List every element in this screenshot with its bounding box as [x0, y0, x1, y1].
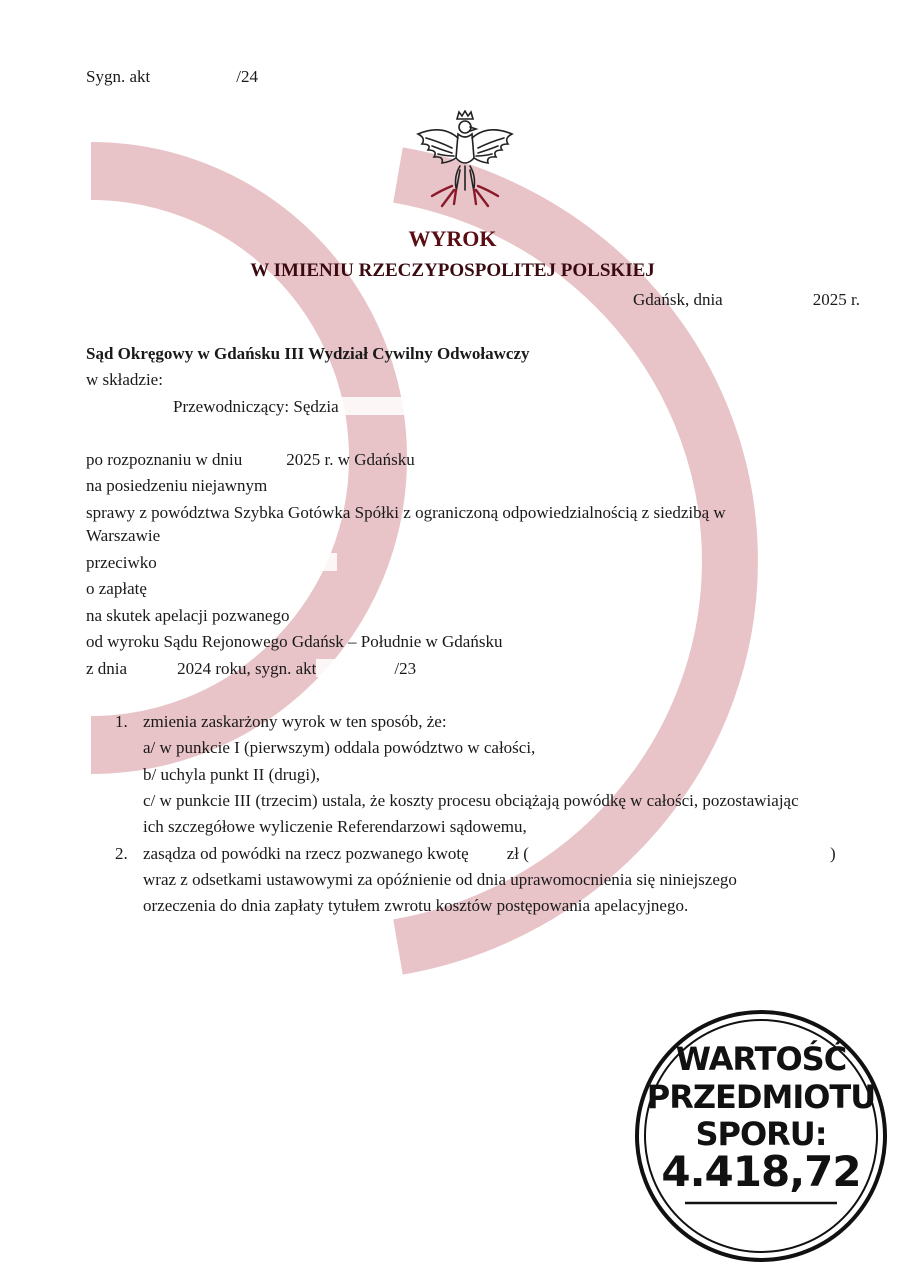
place-date-prefix: Gdańsk, dnia	[633, 290, 723, 309]
redacted-date	[723, 290, 813, 308]
redacted-lower-date	[127, 659, 177, 677]
ruling-2-text	[143, 843, 529, 865]
case-number-suffix: /24	[236, 67, 258, 86]
case-description-cont: Warszawie	[86, 526, 161, 545]
ruling-1-number: 1.	[115, 712, 128, 731]
ruling-2-close: )	[830, 844, 836, 863]
lower-court-judgment: od wyroku Sądu Rejonowego Gdańsk – Południe w Gdańsku	[86, 632, 503, 651]
defendant	[86, 552, 337, 574]
considered-date	[86, 449, 415, 471]
subject: o zapłatę	[86, 579, 147, 598]
redacted-considered-date	[242, 450, 286, 468]
redacted-case-number	[150, 67, 236, 85]
claim-value-amount: 4.418,72	[661, 1147, 861, 1196]
considered-suffix: 2025 r. w Gdańsku	[286, 450, 415, 469]
badge-line-1: WARTOŚĆ	[675, 1040, 847, 1078]
presiding-judge	[173, 396, 499, 418]
ruling-2-prefix: zasądza od powódki na rzecz pozwanego kwotę	[143, 844, 469, 863]
appeal: na skutek apelacji pozwanego	[86, 606, 290, 625]
ruling-1-c: c/ w punkcie III (trzecim) ustala, że koszty procesu obciążają powódkę w całości, pozostawiając	[143, 791, 799, 810]
judgment-subtitle: W IMIENIU RZECZYPOSPOLITEJ POLSKIEJ	[250, 260, 655, 281]
polish-eagle-emblem	[412, 110, 518, 214]
case-description: sprawy z powództwa Szybka Gotówka Spółki z ograniczoną odpowiedzialnością z siedzibą w	[86, 503, 726, 522]
session-type: na posiedzeniu niejawnym	[86, 476, 268, 495]
judgment-title: WYROK	[408, 226, 497, 251]
ruling-2-line-3: orzeczenia do dnia zapłaty tytułem zwrotu kosztów postępowania apelacyjnego.	[143, 896, 689, 915]
redacted-lower-case	[316, 659, 394, 677]
date-prefix: z dnia	[86, 659, 128, 678]
ruling-2-currency: zł (	[506, 844, 529, 863]
ruling-1-b: b/ uchyla punkt II (drugi),	[143, 765, 321, 784]
badge-line-2: PRZEDMIOTU	[646, 1078, 876, 1116]
date-middle: 2024 roku, sygn. akt	[177, 659, 317, 678]
ruling-1-c-cont: ich szczegółowe wyliczenie Referendarzowi sądowemu,	[143, 817, 527, 836]
considered-prefix: po rozpoznaniu w dniu	[86, 450, 243, 469]
place-date	[633, 289, 860, 311]
redacted-defendant	[157, 553, 337, 571]
against-label: przeciwko	[86, 553, 157, 572]
ruling-1-text: zmienia zaskarżony wyrok w ten sposób, że:	[143, 712, 447, 731]
case-number-prefix: Sygn. akt	[86, 67, 151, 86]
composition-label: w składzie:	[86, 370, 163, 389]
redacted-judge-name	[339, 397, 499, 415]
ruling-2-line-2: wraz z odsetkami ustawowymi za opóźnienie od dnia uprawomocnienia się niniejszego	[143, 870, 737, 889]
date-suffix: /23	[394, 659, 417, 678]
ruling-2-number: 2.	[115, 844, 128, 863]
presiding-label: Przewodniczący: Sędzia	[173, 397, 339, 416]
badge-line-3: SPORU:	[695, 1115, 827, 1153]
ruling-1-a: a/ w punkcie I (pierwszym) oddala powództwo w całości,	[143, 738, 536, 757]
redacted-amount	[469, 844, 507, 862]
court-name: Sąd Okręgowy w Gdańsku III Wydział Cywilny Odwoławczy	[86, 344, 530, 363]
case-number	[86, 66, 258, 88]
place-date-suffix: 2025 r.	[812, 290, 860, 309]
lower-court-date	[86, 658, 416, 680]
